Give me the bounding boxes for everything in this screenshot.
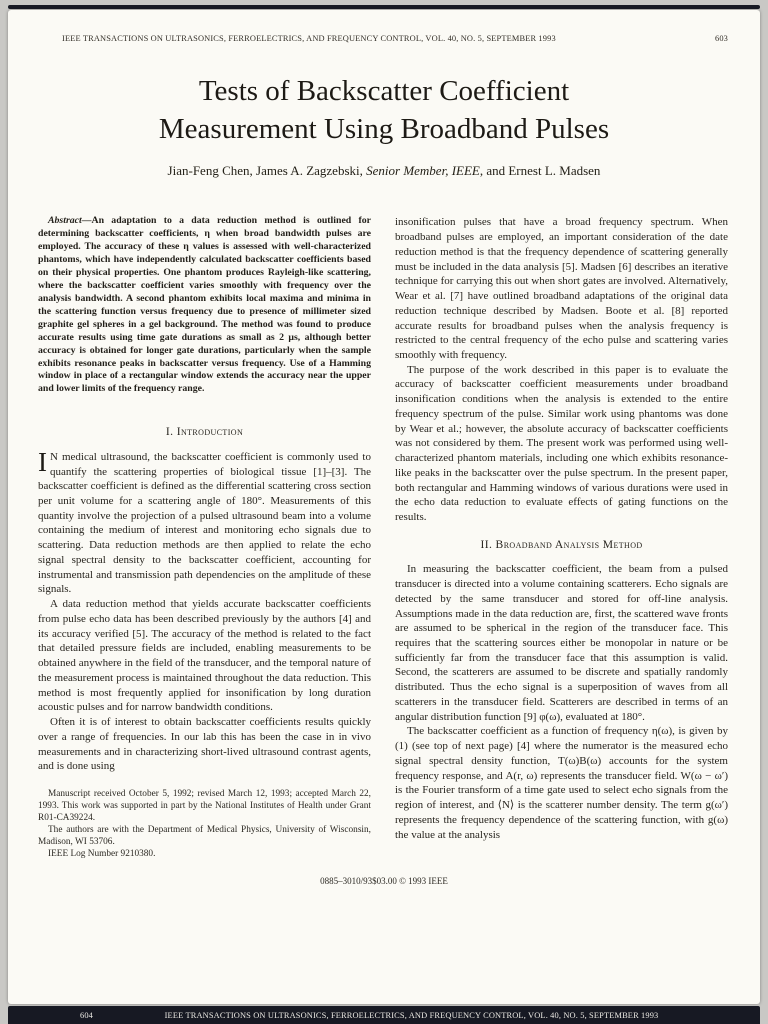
abstract-text: An adaptation to a data reduction method is outlined for determining backscatter coefficients, η when broad bandwidth pulses are employed. The accuracy of these η values is assessed with well-characterized phantoms, which have independently calculated backscatter coefficients based on their physical properties. One phantom produces Rayleigh-like scattering, where the backscatter coefficient varies smoothly with frequency over the analysis bandwidth. A second phantom exhibits local maxima and minima in the scattering function versus frequency due to presence of millimeter sized graphite gel spheres in a gel background. The method was found to produce accurate results using time gate durations as small as 2 μs, although better accuracy is obtained for longer gate durations, particularly when the sample exhibits resonance peaks in backscatter versus frequency. Use of a Hamming window in place of a rectangular window extends the accuracy near the upper and lower limits of the frequency range.	[38, 215, 371, 395]
method-paragraph-2: The backscatter coefficient as a function of frequency η(ω), is given by (1) (see top of next page) [4] where the numerator is the measured echo signal spectral density function, T(ω)B(ω) accounts for the system frequency response, and A(r, ω) represents the transducer field. W(ω − ω′) is the Fourier transform of a time gate used to select echo signals from the region of interest, and ⟨N⟩ is the scatterer number density. The term g(ω′) represents the frequency dependence of the scattering function, with g(ω) the value at the analysis	[395, 725, 728, 841]
method-paragraph-1: In measuring the backscatter coefficient, the beam from a pulsed transducer is directed into a volume containing scatterers. Echo signals are detected by the same transducer and stored for off-line analysis. Assumptions made in the data reduction are, first, the scattered wave fronts are assumed to be spherical in the region of the transducer face. This requires that the scattering sources either be monopolar in nature or be sufficiently far from the transducer face that this assumption is valid. Second, the scatterers are assumed to be discrete and spatially randomly distributed. Thus the echo signal is a superposition of waves from all scatterers in the transducer field. Scatterers are described in terms of an angular distribution function [9] φ(ω), evaluated at 180°.	[395, 563, 728, 723]
paper-page	[8, 10, 760, 1004]
footnote-manuscript: Manuscript received October 5, 1992; revised March 12, 1993; accepted March 22, 1993. This work was supported in part by the National Institutes of Health under Grant R01-CA39224.	[38, 788, 371, 824]
dropcap-letter: I	[38, 446, 47, 477]
intro-paragraph-2: A data reduction method that yields accurate backscatter coefficients from pulse echo data has been described previously by the authors [4] and its accuracy verified [5]. The accuracy of the method is related to the fact that detailed pressure fields are included, enabling measurements to be obtained anywhere in the field of the transducer, and the temporal nature of the measurement process is maintained throughout the data reduction. This method is most frequently applied for insonification by long duration acoustic pulses and for narrow bandwidth conditions.	[38, 598, 371, 714]
two-column-body	[38, 215, 730, 860]
paper-title-line2: Measurement Using Broadband Pulses	[158, 112, 610, 145]
paper-title	[38, 73, 730, 148]
footnote-affiliation: The authors are with the Department of Medical Physics, University of Wisconsin, Madison, WI 53706.	[38, 825, 371, 848]
intro-paragraph-3: Often it is of interest to obtain backscatter coefficients results quickly over a range of frequencies. In our lab this has been the case in in vivo measurements and in characterizing short-lived ultrasound contrast agents, and is done using	[38, 716, 371, 773]
next-page-journal: IEEE TRANSACTIONS ON ULTRASONICS, FERROELECTRICS, AND FREQUENCY CONTROL, VOL. 40, NO. 5, SEPTEMBER 1993	[164, 1010, 659, 1020]
left-column	[38, 215, 371, 860]
author-names-lead: Jian-Feng Chen, James A. Zagzebski,	[167, 163, 367, 179]
footnote-log-number: IEEE Log Number 9210380.	[48, 849, 156, 860]
intro-paragraph-1	[38, 446, 371, 597]
section-heading-introduction: I. Introduction	[165, 425, 244, 439]
abstract	[38, 215, 371, 396]
author-names-tail: , and Ernest L. Madsen	[479, 163, 601, 179]
copyright-line: 0885–3010/93$03.00 © 1993 IEEE	[320, 876, 448, 887]
running-head-page-number: 603	[714, 34, 728, 43]
paper-title-line1: Tests of Backscatter Coefficient	[198, 75, 570, 107]
continuation-paragraph: insonification pulses that have a broad frequency spectrum. When broadband pulses are employed, an important consideration of the date reduction method is that the frequency dependence of scattering generally must be included in the data analysis [5]. Madsen [6] describes an iterative technique for carrying this out when short gates are involved. Alternatively, Wear et al. [7] have outlined broadband adaptations of the original data reduction technique described by Madsen. Boote et al. [8] reported accurate results for broadband pulses when the analysis frequency is restricted to the central frequency of the echo pulse and scattering varies smoothly with frequency.	[395, 216, 728, 361]
right-column	[395, 215, 728, 860]
author-line	[38, 163, 730, 179]
running-head-journal: IEEE TRANSACTIONS ON ULTRASONICS, FERROELECTRICS, AND FREQUENCY CONTROL, VOL. 40, NO. 5, SEPTEMBER 1993	[62, 34, 556, 43]
footnote-block	[38, 774, 371, 860]
next-page-footer-bar	[8, 1006, 760, 1024]
next-page-number: 604	[80, 1010, 94, 1020]
author-membership: Senior Member, IEEE	[366, 163, 480, 179]
running-head	[62, 34, 728, 43]
section-heading-method: II. Broadband Analysis Method	[480, 537, 643, 551]
previous-page-edge	[8, 5, 760, 9]
purpose-paragraph: The purpose of the work described in this paper is to evaluate the accuracy of backscatter coefficient measurements under broadband insonification conditions when the analysis is extended to the entire frequency spectrum of the pulse. Similar work using phantoms was done by Wear et al.; however, the absolute accuracy of backscatter coefficients was not considered by them. The present work was performed using well-characterized phantom materials, including one which exhibits resonance-like peaks in the backscatter over the pulse spectrum. In the present paper, both rectangular and Hamming windows of various durations were used in the echo data reduction to evaluate effects of gating functions on the results.	[395, 363, 728, 524]
intro-paragraph-1-text: N medical ultrasound, the backscatter coefficient is commonly used to quantify the scattering properties of biological tissue [1]–[3]. The backscatter coefficient is defined as the differential scattering cross section per unit volume for a scattering angle of 180°. Measurements of this quantity involve the projection of a pulsed ultrasound beam into a volume containing the medium of interest and monitoring echo signals due to scattering. Data reduction methods are then applied to relate the echo signal spectral density to the backscatter coefficient, accounting for instrumental and transmission path dependencies on the amplitude of these signals.	[38, 450, 371, 596]
abstract-label: Abstract—	[48, 215, 92, 227]
